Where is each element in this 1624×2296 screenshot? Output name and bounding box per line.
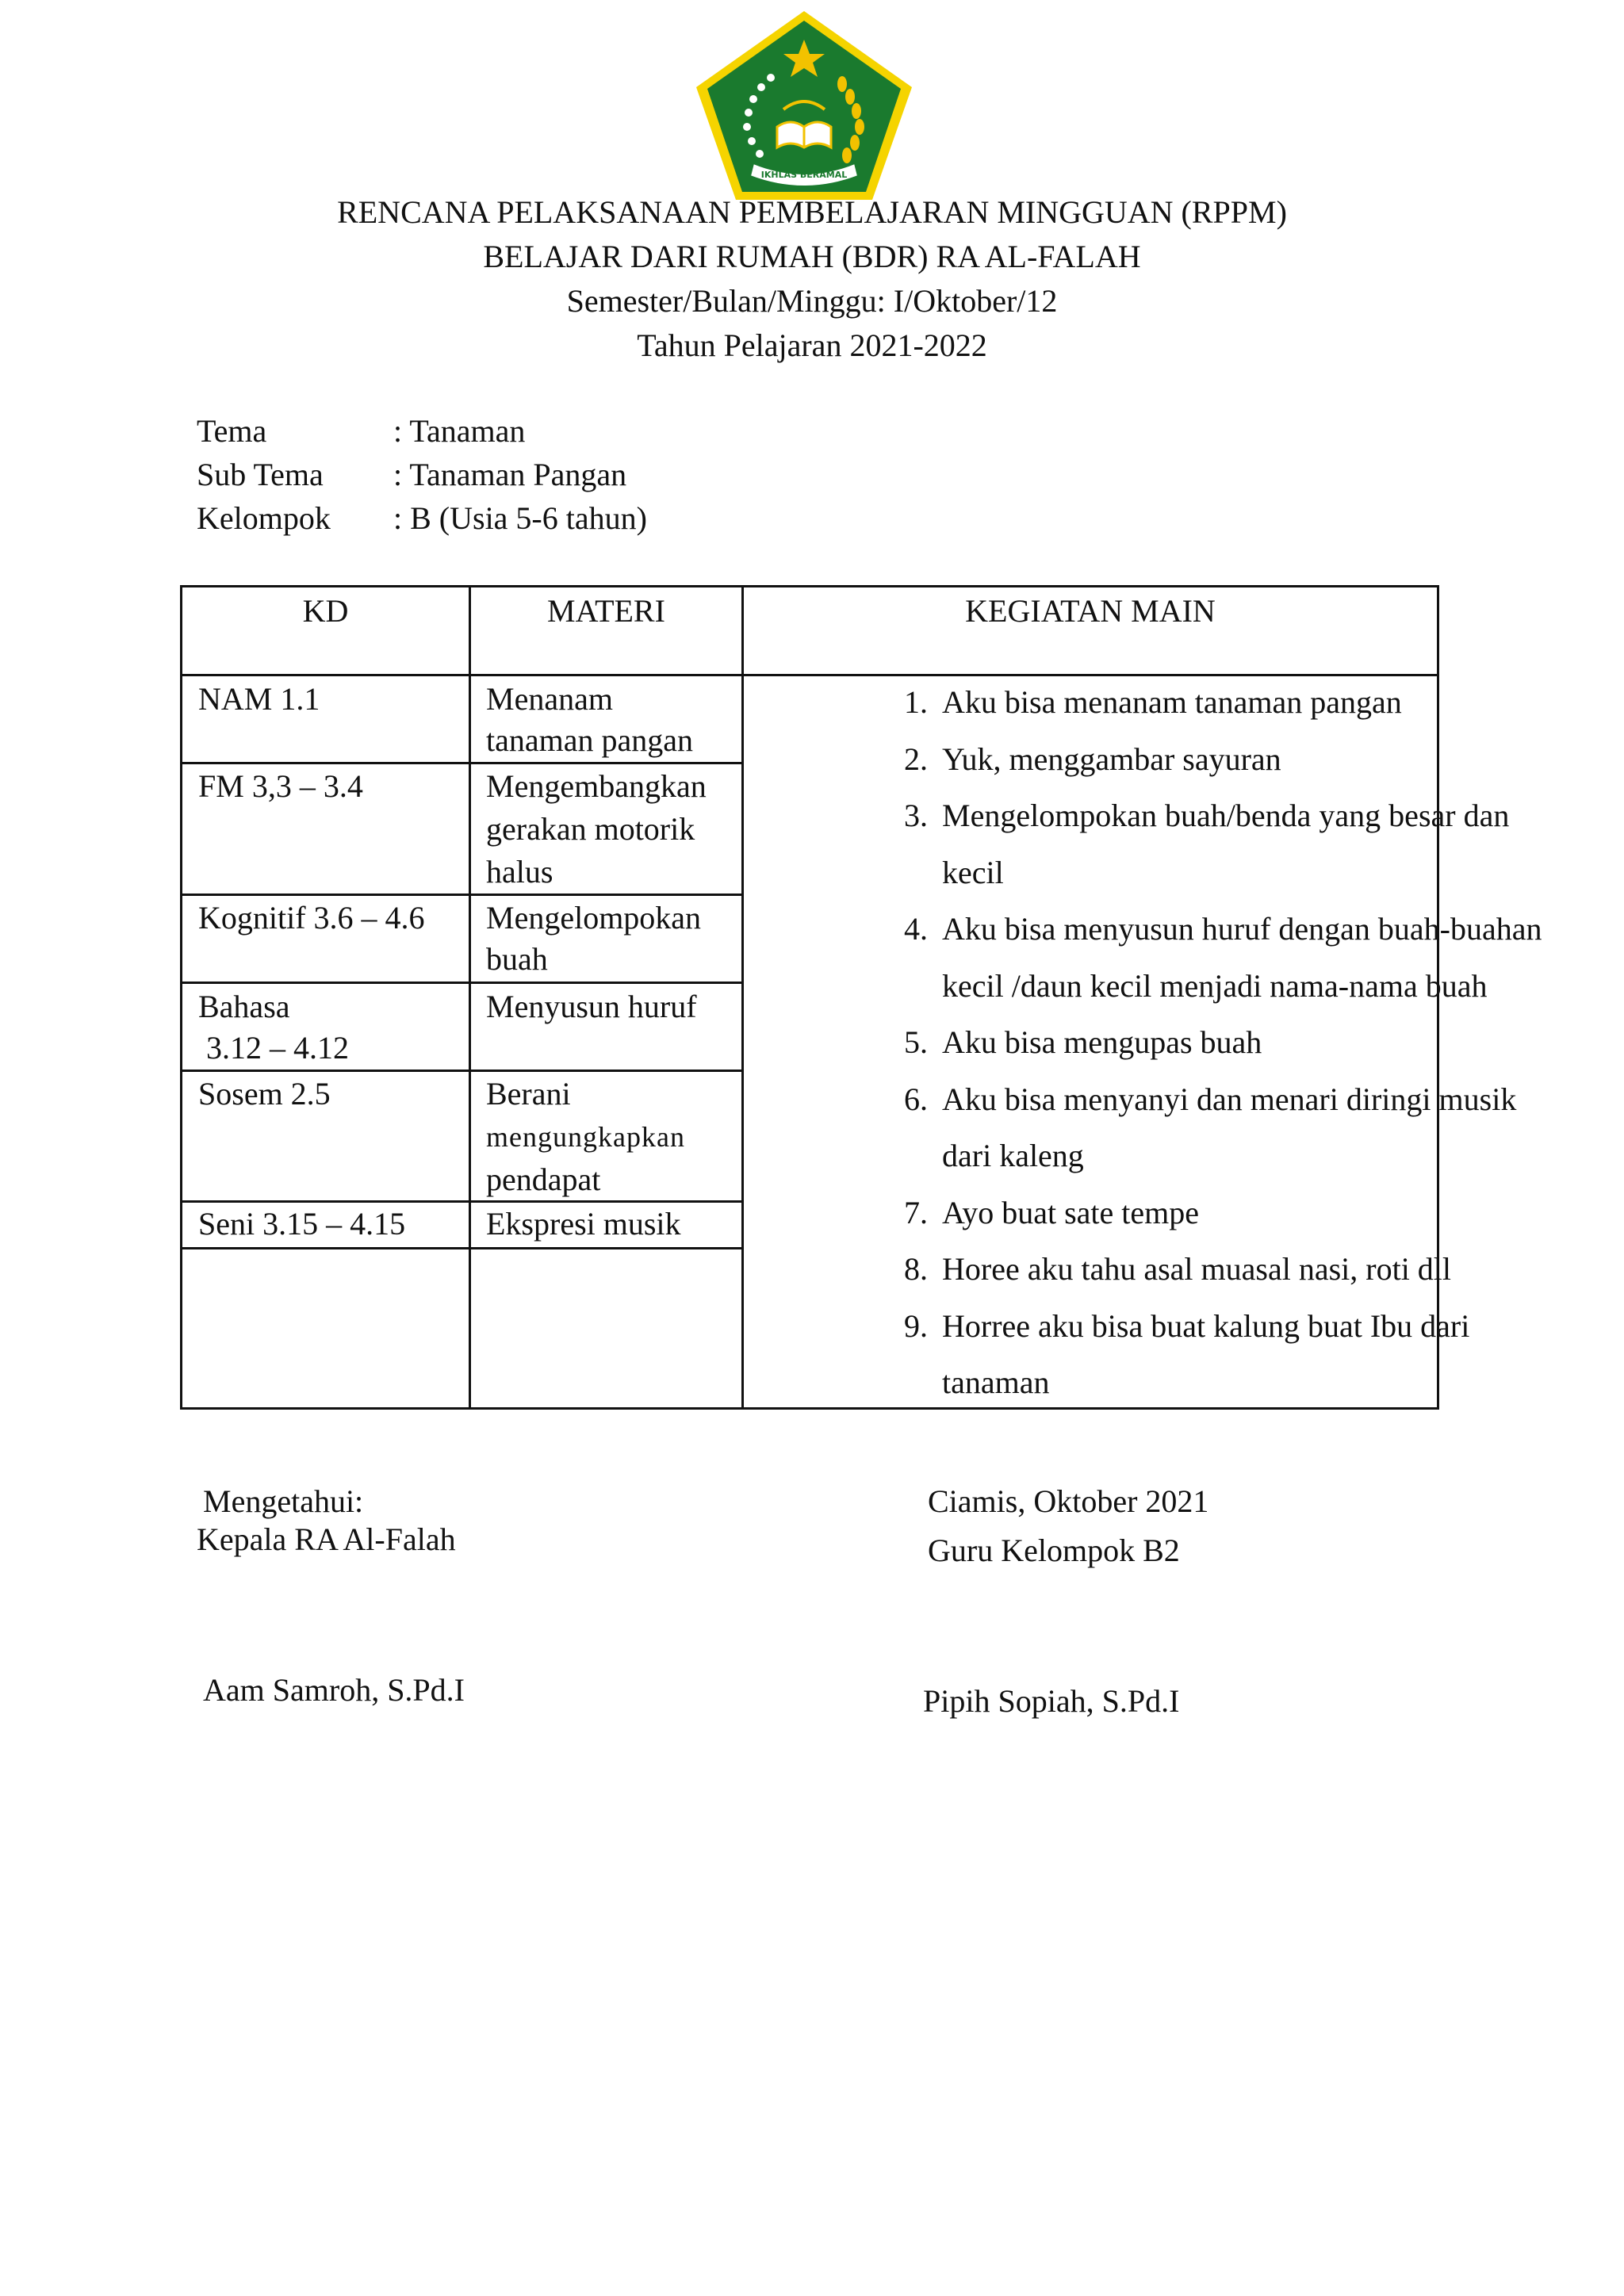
meta-label: Tema [197,413,267,449]
kd-cell: FM 3,3 – 3.4 [198,768,363,804]
materi-cell: halus [486,854,553,890]
meta-value: : Tanaman [393,413,526,449]
svg-text:IKHLAS BERAMAL: IKHLAS BERAMAL [760,170,848,180]
materi-cell: Mengembangkan [486,768,707,804]
list-item [888,1014,1542,1071]
meta-value: : B (Usia 5-6 tahun) [393,500,647,536]
kd-cell: NAM 1.1 [198,681,320,717]
list-text: kecil [942,854,1004,890]
column-header-materi: MATERI [547,593,665,629]
signature-place-date: Ciamis, Oktober 2021 [928,1483,1209,1519]
list-number: 2. [904,740,928,777]
column-divider [469,587,471,1407]
meta-info [197,409,647,540]
document-header [0,190,1624,368]
row-divider [182,894,741,896]
row-divider [182,1070,741,1072]
materi-cell: Ekspresi musik [486,1206,681,1242]
row-divider [182,762,741,764]
materi-cell: tanaman pangan [486,722,693,758]
row-divider [182,982,741,984]
materi-cell: Berani [486,1076,571,1112]
list-text: Aku bisa mengupas buah [942,1024,1262,1060]
list-item-continuation [888,958,1542,1015]
list-item [888,901,1542,958]
signature-right-role: Guru Kelompok B2 [928,1533,1180,1568]
materi-cell: gerakan motorik [486,811,695,847]
title-line-4: Tahun Pelajaran 2021-2022 [637,327,987,363]
signature-left-label: Mengetahui: [203,1483,364,1519]
materi-cell: mengungkapkan [486,1121,685,1153]
signature-left-name: Aam Samroh, S.Pd.I [203,1672,465,1708]
title-line-1: RENCANA PELAKSANAAN PEMBELAJARAN MINGGUAN (RPPM) [337,194,1287,230]
materi-cell: buah [486,941,548,977]
materi-cell: Menanam [486,681,613,717]
list-text: tanaman [942,1364,1050,1400]
list-item-continuation [888,844,1542,901]
kemenag-emblem-icon [691,8,917,203]
list-number: 4. [904,911,928,947]
list-number: 1. [904,684,928,720]
title-line-3: Semester/Bulan/Minggu: I/Oktober/12 [566,283,1058,319]
activities-list [888,674,1542,1411]
list-text: Aku bisa menanam tanaman pangan [942,684,1402,720]
signature-left-role: Kepala RA Al-Falah [197,1521,456,1557]
meta-row-subtema [197,453,647,496]
row-divider [182,1247,741,1249]
materi-cell: Menyusun huruf [486,989,697,1024]
list-text: Horree aku bisa buat kalung buat Ibu dari [942,1307,1470,1344]
list-item [888,674,1542,731]
column-header-kegiatan: KEGIATAN MAIN [965,593,1216,629]
kd-cell: 3.12 – 4.12 [198,1030,349,1066]
list-number: 8. [904,1251,928,1287]
meta-row-tema [197,409,647,453]
title-line-2: BELAJAR DARI RUMAH (BDR) RA AL-FALAH [483,239,1141,274]
list-item [888,1298,1542,1355]
materi-cell: pendapat [486,1161,601,1197]
meta-label: Kelompok [197,500,331,536]
list-text: kecil /daun kecil menjadi nama-nama buah [942,967,1488,1004]
list-text: Yuk, menggambar sayuran [942,740,1281,777]
list-item [888,1241,1542,1298]
signature-right-name: Pipih Sopiah, S.Pd.I [923,1683,1180,1719]
list-text: Mengelompokan buah/benda yang besar dan [942,798,1510,833]
kd-cell: Sosem 2.5 [198,1076,331,1112]
list-item [888,1184,1542,1242]
column-header-kd: KD [302,593,349,629]
list-text: Horee aku tahu asal muasal nasi, roti dll [942,1251,1452,1287]
meta-label: Sub Tema [197,457,324,492]
kd-cell: Seni 3.15 – 4.15 [198,1206,406,1242]
list-number: 9. [904,1307,928,1344]
list-item [888,787,1542,844]
list-number: 5. [904,1024,928,1060]
list-text: Ayo buat sate tempe [942,1194,1200,1230]
list-text: Aku bisa menyanyi dan menari diringi musik [942,1081,1517,1117]
meta-row-kelompok [197,496,647,540]
list-number: 7. [904,1194,928,1230]
list-item-continuation [888,1354,1542,1411]
list-text: dari kaleng [942,1138,1084,1173]
kd-cell: Kognitif 3.6 – 4.6 [198,900,425,936]
materi-cell: Mengelompokan [486,900,702,936]
meta-value: : Tanaman Pangan [393,457,627,492]
column-divider [741,587,744,1407]
list-number: 3. [904,798,928,833]
list-item [888,1071,1542,1128]
list-text: Aku bisa menyusun huruf dengan buah-buahan [942,911,1542,947]
kd-cell: Bahasa [198,989,290,1024]
list-item-continuation [888,1127,1542,1184]
list-item [888,731,1542,788]
list-number: 6. [904,1081,928,1117]
